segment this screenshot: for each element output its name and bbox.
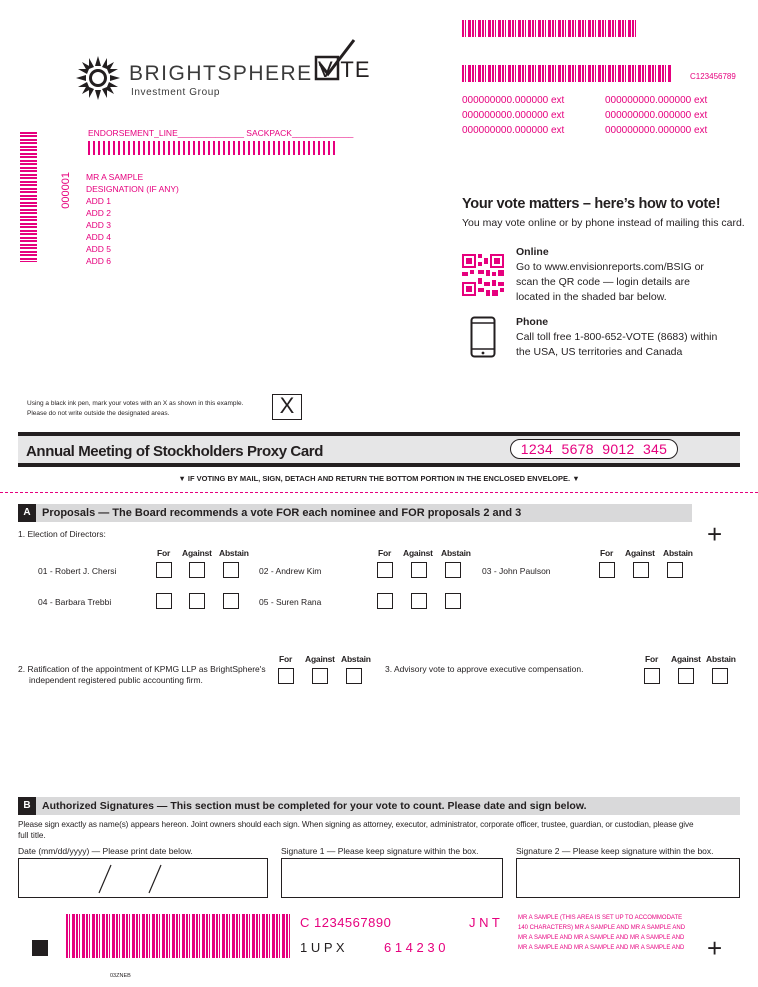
ext-line-6: 000000000.000000 ext xyxy=(605,125,708,136)
proposal-2-for-checkbox[interactable] xyxy=(278,668,294,684)
online-line-1: Go to www.envisionreports.com/BSIG or xyxy=(516,261,704,273)
col-for-3: For xyxy=(600,548,614,558)
nominee-5: 05 - Suren Rana xyxy=(259,597,322,607)
footer-code: C 1234567890 xyxy=(300,915,392,930)
col-abstain-p3: Abstain xyxy=(706,654,736,664)
vote-headline: Your vote matters – here’s how to vote! xyxy=(462,196,721,212)
footer-sample-3: MR A SAMPLE AND MR A SAMPLE AND MR A SAMPLE AND xyxy=(518,935,685,941)
ext-line-4: 000000000.000000 ext xyxy=(605,110,708,121)
col-abstain-2: Abstain xyxy=(441,548,471,558)
proposal-3: 3. Advisory vote to approve executive compensation. xyxy=(385,664,584,674)
nominee-2-for-checkbox[interactable] xyxy=(377,562,393,578)
col-abstain-p2: Abstain xyxy=(341,654,371,664)
brand-subtitle: Investment Group xyxy=(131,87,221,98)
col-abstain-1: Abstain xyxy=(219,548,249,558)
footer-jnt: J N T xyxy=(469,915,500,930)
sequence-number: 000001 xyxy=(60,172,72,209)
nominee-4-against-checkbox[interactable] xyxy=(189,593,205,609)
col-against-p2: Against xyxy=(305,654,335,664)
signature-1-label: Signature 1 — Please keep signature within the box. xyxy=(281,846,479,856)
nominee-1-abstain-checkbox[interactable] xyxy=(223,562,239,578)
footer-upx: 1 U P X xyxy=(300,940,345,955)
date-label: Date (mm/dd/yyyy) — Please print date below. xyxy=(18,846,193,856)
col-for-p3: For xyxy=(645,654,659,664)
proposal-3-for-checkbox[interactable] xyxy=(644,668,660,684)
nominee-3-abstain-checkbox[interactable] xyxy=(667,562,683,578)
online-title: Online xyxy=(516,246,549,258)
online-line-3: located in the shaded bar below. xyxy=(516,291,667,303)
control-number-badge xyxy=(510,439,678,459)
address-line-6: ADD 4 xyxy=(86,232,112,242)
col-for-2: For xyxy=(378,548,392,558)
col-against-p3: Against xyxy=(671,654,701,664)
section-a-title: Proposals — The Board recommends a vote FOR each nominee and FOR proposals 2 and 3 xyxy=(42,507,522,519)
ext-line-2: 000000000.000000 ext xyxy=(605,95,708,106)
nominee-5-abstain-checkbox[interactable] xyxy=(445,593,461,609)
brand-name: BRIGHTSPHERE xyxy=(129,62,313,85)
col-against-1: Against xyxy=(182,548,212,558)
perforation-line xyxy=(0,492,758,493)
footer-square-icon xyxy=(32,940,48,956)
example-mark-box xyxy=(272,394,302,420)
col-abstain-3: Abstain xyxy=(663,548,693,558)
signature-instructions-1: Please sign exactly as name(s) appears hereon. Joint owners should each sign. When signing as attorney, executor, administrator, corporate officer, trustee, guardian, or custodian, please give xyxy=(18,820,694,829)
nominee-1-against-checkbox[interactable] xyxy=(189,562,205,578)
nominee-4-abstain-checkbox[interactable] xyxy=(223,593,239,609)
proposal-2-line-2: independent registered public accounting firm. xyxy=(29,675,203,685)
vote-logo-text: V TE xyxy=(318,57,371,82)
election-label: 1. Election of Directors: xyxy=(18,529,106,539)
qr-code-icon xyxy=(462,254,504,296)
ext-line-1: 000000000.000000 ext xyxy=(462,95,565,106)
section-b-title: Authorized Signatures — This section must be completed for your vote to count. Please date and sign below. xyxy=(42,800,587,812)
footer-small-code: 03ZNEB xyxy=(110,973,131,979)
proposal-2-against-checkbox[interactable] xyxy=(312,668,328,684)
section-b-letter: B xyxy=(18,797,36,815)
nominee-1: 01 - Robert J. Chersi xyxy=(38,566,117,576)
nominee-3: 03 - John Paulson xyxy=(482,566,551,576)
signature-2-box[interactable] xyxy=(516,858,740,898)
footer-number: 6 1 4 2 3 0 xyxy=(384,940,446,955)
second-barcode xyxy=(462,65,672,82)
ext-line-3: 000000000.000000 ext xyxy=(462,110,565,121)
postal-barcode xyxy=(88,141,338,155)
footer-barcode xyxy=(66,914,290,958)
top-barcode xyxy=(462,20,638,37)
signature-2-label: Signature 2 — Please keep signature within the box. xyxy=(516,846,714,856)
col-for-1: For xyxy=(157,548,171,558)
footer-sample-4: MR A SAMPLE AND MR A SAMPLE AND MR A SAMPLE AND xyxy=(518,945,685,951)
address-line-3: ADD 1 xyxy=(86,196,112,206)
phone-icon xyxy=(470,316,496,358)
nominee-2-abstain-checkbox[interactable] xyxy=(445,562,461,578)
address-line-5: ADD 3 xyxy=(86,220,112,230)
section-a-bar xyxy=(18,504,692,522)
footer-sample-1: MR A SAMPLE (THIS AREA IS SET UP TO ACCOMMODATE xyxy=(518,915,683,921)
proposal-2-abstain-checkbox[interactable] xyxy=(346,668,362,684)
signature-1-box[interactable] xyxy=(281,858,503,898)
footer-plus-icon: + xyxy=(707,933,723,963)
nominee-3-against-checkbox[interactable] xyxy=(633,562,649,578)
proposal-3-abstain-checkbox[interactable] xyxy=(712,668,728,684)
address-line-7: ADD 5 xyxy=(86,244,112,254)
sun-logo-icon xyxy=(76,56,120,100)
nominee-2-against-checkbox[interactable] xyxy=(411,562,427,578)
phone-line-1: Call toll free 1-800-652-VOTE (8683) within xyxy=(516,331,718,343)
vertical-barcode xyxy=(20,132,37,262)
phone-line-2: the USA, US territories and Canada xyxy=(516,346,683,358)
instruction-line-1: Using a black ink pen, mark your votes with an X as shown in this example. xyxy=(27,400,244,407)
date-separator-icon xyxy=(19,859,269,899)
address-line-4: ADD 2 xyxy=(86,208,112,218)
col-against-3: Against xyxy=(625,548,655,558)
nominee-3-for-checkbox[interactable] xyxy=(599,562,615,578)
account-code: C123456789 xyxy=(690,72,736,81)
nominee-5-against-checkbox[interactable] xyxy=(411,593,427,609)
address-line-2: DESIGNATION (IF ANY) xyxy=(86,184,179,194)
detach-note: ▼ IF VOTING BY MAIL, SIGN, DETACH AND RETURN THE BOTTOM PORTION IN THE ENCLOSED ENVELOPE. ▼ xyxy=(178,474,580,483)
col-for-p2: For xyxy=(279,654,293,664)
section-b-bar xyxy=(18,797,740,815)
address-line-1: MR A SAMPLE xyxy=(86,172,144,182)
date-input-box[interactable] xyxy=(18,858,268,898)
phone-title: Phone xyxy=(516,316,549,328)
footer-sample-2: 140 CHARACTERS) MR A SAMPLE AND MR A SAMPLE AND xyxy=(518,925,686,931)
proposal-3-against-checkbox[interactable] xyxy=(678,668,694,684)
vote-subline: You may vote online or by phone instead of mailing this card. xyxy=(462,217,745,229)
example-mark: X xyxy=(279,393,295,418)
instruction-line-2: Please do not write outside the designated areas. xyxy=(27,410,170,417)
card-title: Annual Meeting of Stockholders Proxy Card xyxy=(26,443,323,460)
section-a-plus-icon: + xyxy=(707,519,723,549)
nominee-4: 04 - Barbara Trebbi xyxy=(38,597,112,607)
control-number: 1234 5678 9012 345 xyxy=(520,441,668,457)
endorsement-line: ENDORSEMENT_LINE______________ SACKPACK_____________ xyxy=(88,128,354,138)
proposal-2-line-1: 2. Ratification of the appointment of KPMG LLP as BrightSphere's xyxy=(18,664,266,674)
section-a-letter: A xyxy=(18,504,36,522)
address-line-8: ADD 6 xyxy=(86,256,112,266)
card-header-bar xyxy=(18,432,740,467)
ext-line-5: 000000000.000000 ext xyxy=(462,125,565,136)
signature-instructions-2: full title. xyxy=(18,831,46,840)
nominee-4-for-checkbox[interactable] xyxy=(156,593,172,609)
nominee-1-for-checkbox[interactable] xyxy=(156,562,172,578)
nominee-2: 02 - Andrew Kim xyxy=(259,566,322,576)
online-line-2: scan the QR code — login details are xyxy=(516,276,690,288)
nominee-5-for-checkbox[interactable] xyxy=(377,593,393,609)
col-against-2: Against xyxy=(403,548,433,558)
